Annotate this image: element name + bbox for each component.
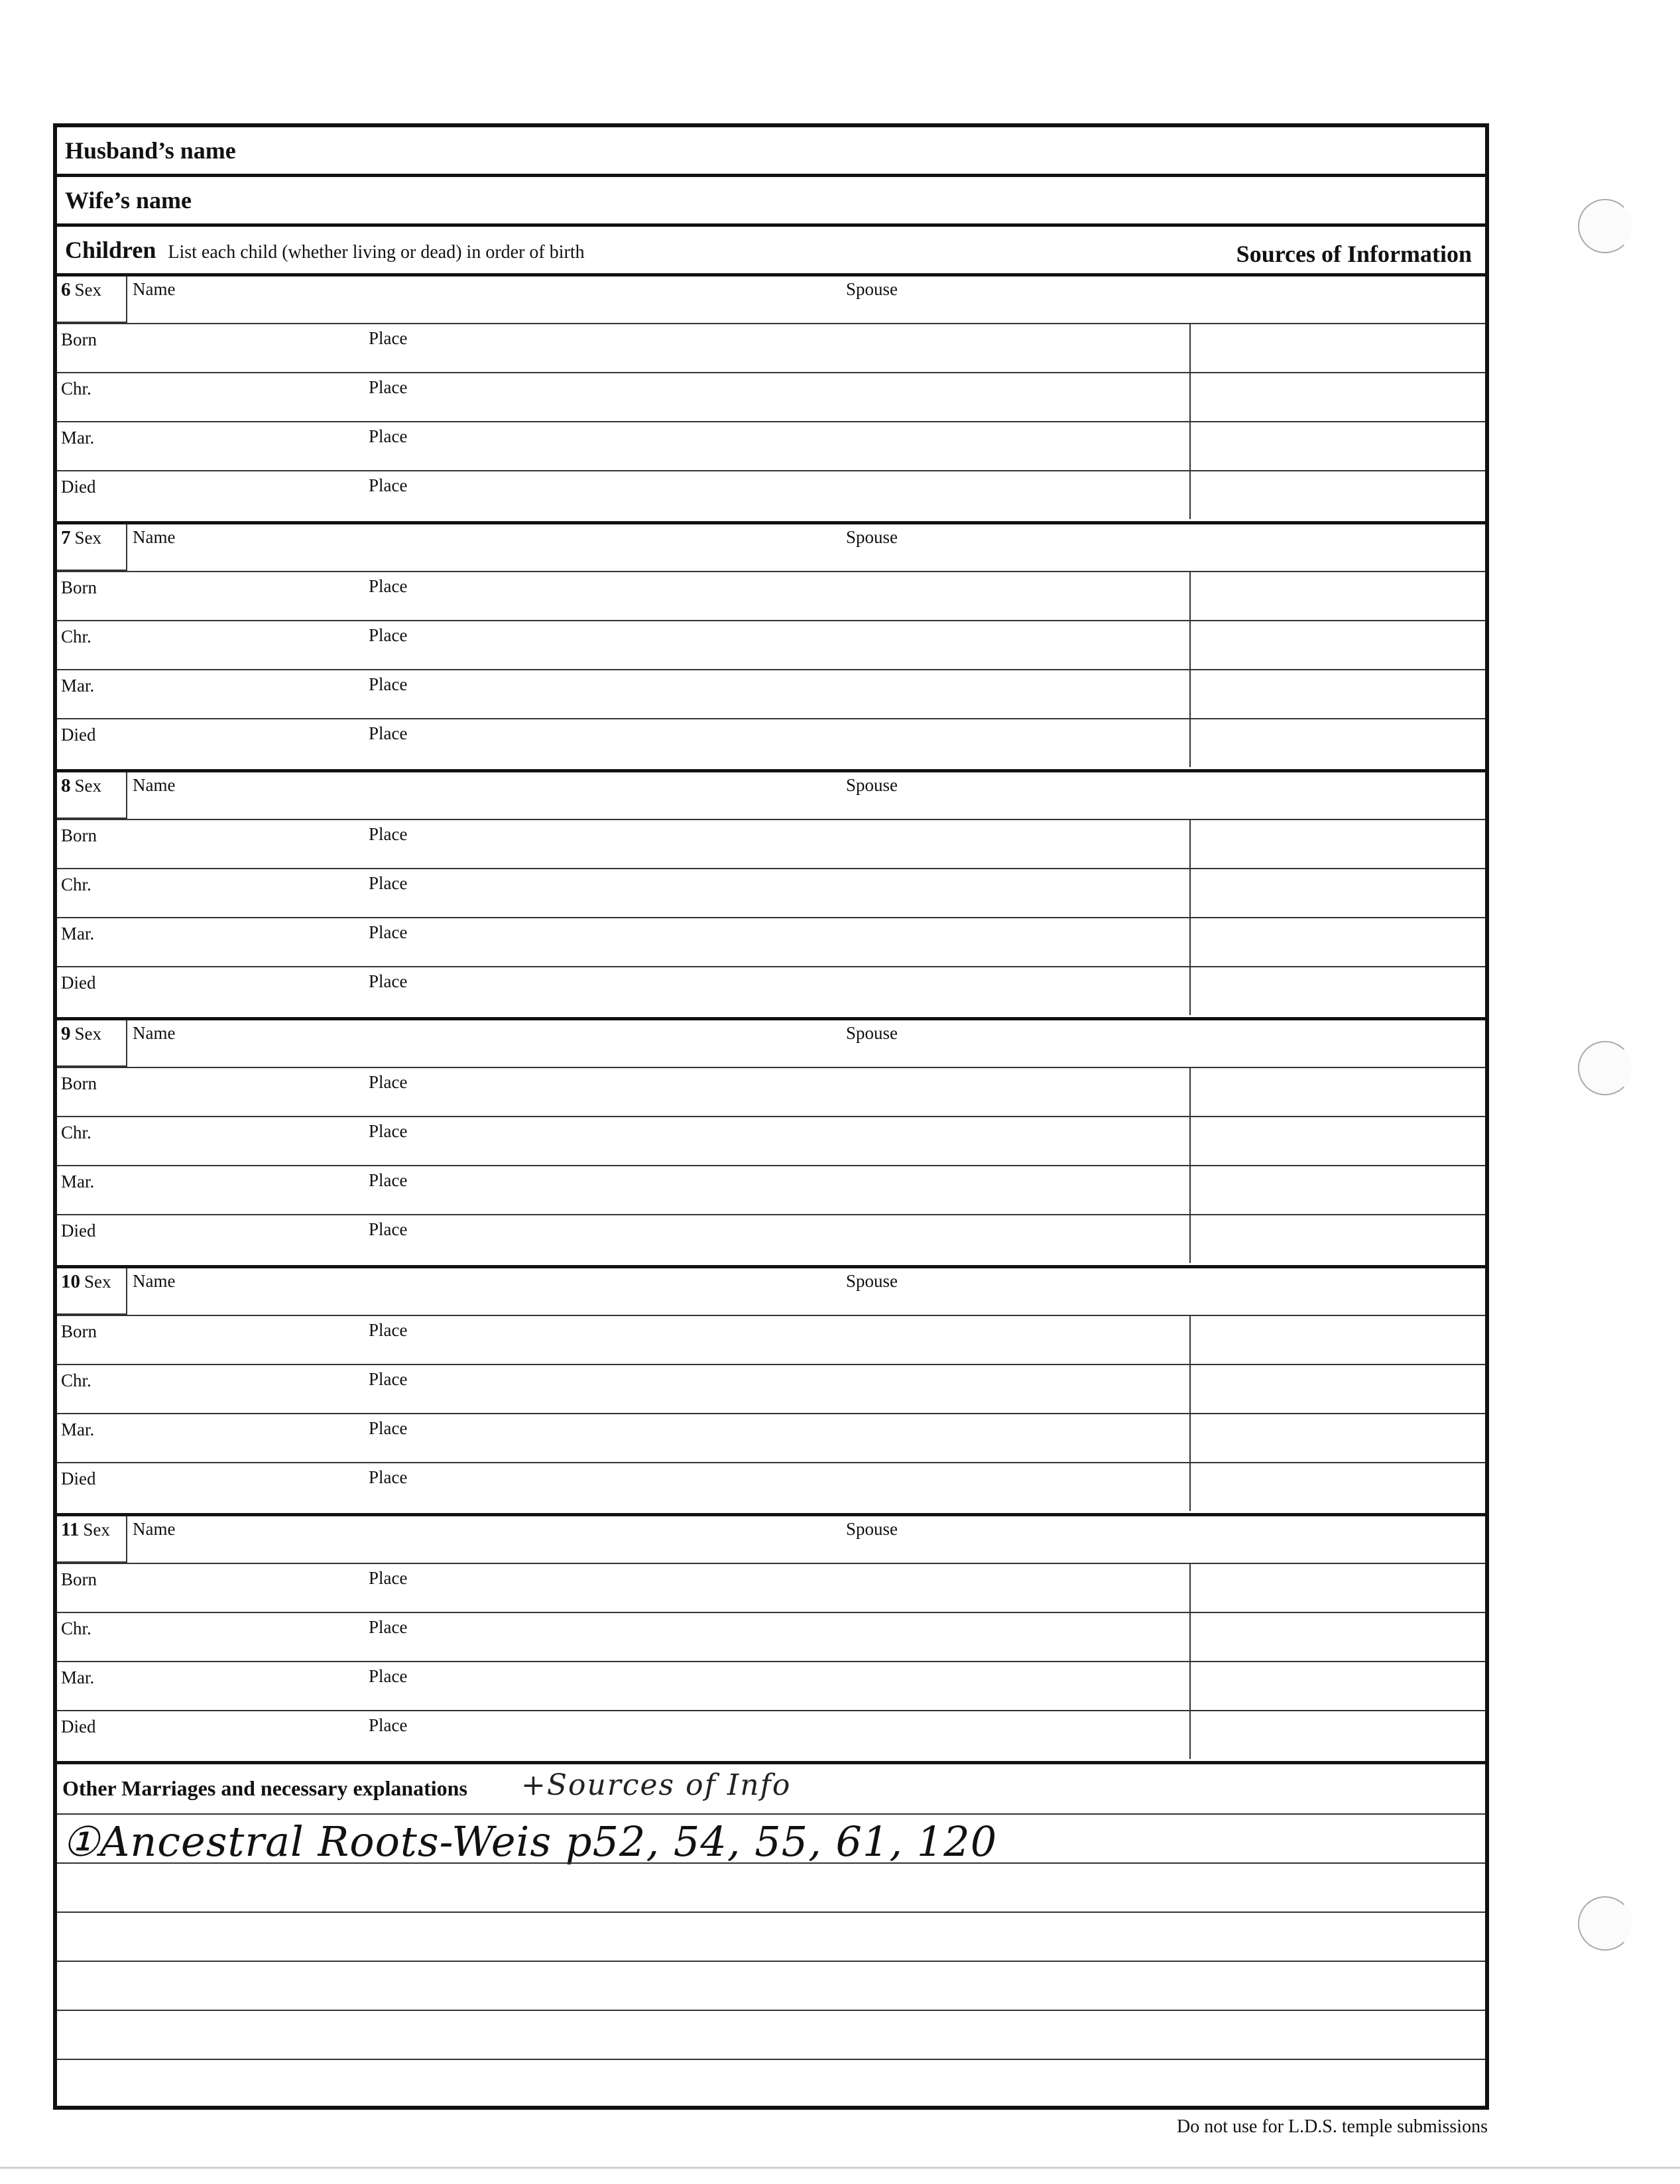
born-row [57,1315,1485,1364]
child-number-sex [57,524,127,571]
sex-label: Sex [74,776,101,796]
christened-label: Chr. [61,627,91,646]
source-cell [1189,422,1191,470]
christened-row [57,372,1485,421]
place-label: Place [369,1715,408,1735]
husband-row [57,127,1485,177]
child-number: 10 [61,1271,80,1292]
died-label: Died [61,725,96,745]
source-cell [1189,1564,1191,1612]
spouse-label: Spouse [846,1519,898,1539]
died-label: Died [61,1221,96,1241]
wife-label: Wife’s name [65,187,192,213]
source-cell [1189,1365,1191,1413]
place-label: Place [369,1072,408,1092]
spouse-label: Spouse [846,1271,898,1291]
child-number: 6 [61,279,71,300]
child-block [57,276,1485,524]
page-edge [0,2167,1680,2169]
married-row [57,1413,1485,1462]
source-cell [1189,1166,1191,1214]
note-line [57,2059,1485,2060]
note-line [57,1911,1485,1913]
child-block [57,772,1485,1020]
born-label: Born [61,1073,97,1093]
place-label: Place [369,625,408,645]
child-number: 8 [61,775,71,796]
place-label: Place [369,1666,408,1686]
source-cell [1189,471,1191,519]
source-cell [1189,820,1191,868]
source-cell [1189,719,1191,767]
child-number-sex [57,772,127,819]
note-line [57,1961,1485,1962]
place-label: Place [369,1320,408,1340]
source-cell [1189,1613,1191,1661]
married-row [57,1661,1485,1710]
christened-row [57,1612,1485,1661]
christened-label: Chr. [61,1618,91,1638]
binder-hole [1578,199,1632,253]
source-cell [1189,373,1191,421]
source-cell [1189,1662,1191,1710]
place-label: Place [369,723,408,743]
source-cell [1189,324,1191,372]
child-number: 9 [61,1023,71,1044]
died-row [57,1462,1485,1511]
died-row [57,470,1485,519]
source-cell [1189,918,1191,966]
place-label: Place [369,1219,408,1239]
christened-label: Chr. [61,1370,91,1390]
child-block [57,1020,1485,1268]
born-row [57,819,1485,868]
source-cell [1189,1068,1191,1116]
place-label: Place [369,377,408,397]
married-label: Mar. [61,676,95,696]
place-label: Place [369,1617,408,1637]
child-name-label: Name [133,775,176,795]
spouse-label: Spouse [846,279,898,299]
child-number-sex [57,1516,127,1563]
source-cell [1189,1414,1191,1462]
christened-label: Chr. [61,1122,91,1142]
place-label: Place [369,873,408,893]
place-label: Place [369,674,408,694]
footer-note: Do not use for L.D.S. temple submissions [1177,2116,1488,2137]
born-row [57,323,1485,372]
place-label: Place [369,922,408,942]
place-label: Place [369,1369,408,1389]
sex-label: Sex [83,1520,110,1540]
children-header-row [57,227,1485,276]
binder-hole [1578,1896,1632,1951]
children-instructions: List each child (whether living or dead) in order of birth [168,242,585,263]
child-name-label: Name [133,527,176,547]
died-row [57,718,1485,767]
married-row [57,669,1485,718]
born-label: Born [61,330,97,349]
source-cell [1189,967,1191,1015]
child-number-sex [57,1020,127,1067]
binder-hole [1578,1041,1632,1095]
handwritten-sources-heading: +Sources of Info [521,1768,792,1802]
place-label: Place [369,824,408,844]
married-label: Mar. [61,924,95,943]
children-section [57,276,1485,1764]
source-cell [1189,1117,1191,1165]
place-label: Place [369,475,408,495]
born-label: Born [61,825,97,845]
child-name-label: Name [133,1271,176,1291]
christened-label: Chr. [61,875,91,894]
place-label: Place [369,1170,408,1190]
christened-label: Chr. [61,379,91,398]
christened-row [57,868,1485,917]
spouse-label: Spouse [846,1023,898,1043]
child-number: 7 [61,527,71,548]
place-label: Place [369,426,408,446]
married-row [57,917,1485,966]
child-name-label: Name [133,1023,176,1043]
source-cell [1189,1711,1191,1759]
child-number-sex [57,1268,127,1315]
source-cell [1189,572,1191,620]
wife-row [57,177,1485,227]
sex-label: Sex [84,1272,111,1292]
born-label: Born [61,577,97,597]
married-label: Mar. [61,428,95,448]
place-label: Place [369,1467,408,1487]
source-cell [1189,621,1191,669]
family-group-record-form [53,123,1489,2110]
sex-label: Sex [74,280,101,300]
other-marriages-title: Other Marriages and necessary explanations [62,1776,467,1800]
note-line [57,2010,1485,2011]
child-block [57,1516,1485,1764]
died-label: Died [61,1717,96,1736]
married-row [57,1165,1485,1214]
source-cell [1189,1215,1191,1263]
source-cell [1189,670,1191,718]
married-label: Mar. [61,1172,95,1191]
children-title: Children [65,237,156,263]
child-block [57,1268,1485,1516]
died-row [57,1214,1485,1263]
born-row [57,571,1485,620]
spouse-label: Spouse [846,775,898,795]
born-label: Born [61,1569,97,1589]
born-label: Born [61,1321,97,1341]
sex-label: Sex [74,528,101,548]
married-row [57,421,1485,470]
died-row [57,1710,1485,1759]
child-name-label: Name [133,1519,176,1539]
handwritten-note: ①Ancestral Roots-Weis p52, 54, 55, 61, 120 [62,1817,998,1866]
place-label: Place [369,1568,408,1588]
died-label: Died [61,477,96,497]
source-cell [1189,1316,1191,1364]
note-line [57,1813,1485,1815]
christened-row [57,1116,1485,1165]
married-label: Mar. [61,1420,95,1439]
place-label: Place [369,1121,408,1141]
born-row [57,1067,1485,1116]
sources-label: Sources of Information [1236,241,1472,267]
place-label: Place [369,328,408,348]
sex-label: Sex [74,1024,101,1044]
place-label: Place [369,1418,408,1438]
married-label: Mar. [61,1668,95,1687]
born-row [57,1563,1485,1612]
place-label: Place [369,576,408,596]
child-number: 11 [61,1519,80,1540]
child-name-label: Name [133,279,176,299]
died-label: Died [61,1469,96,1488]
died-row [57,966,1485,1015]
christened-row [57,620,1485,669]
husband-label: Husband’s name [65,137,236,164]
child-block [57,524,1485,772]
children-label [65,236,585,264]
other-marriages-section [57,1764,1485,2109]
child-number-sex [57,276,127,323]
christened-row [57,1364,1485,1413]
note-line [57,1862,1485,1864]
place-label: Place [369,971,408,991]
spouse-label: Spouse [846,527,898,547]
source-cell [1189,869,1191,917]
died-label: Died [61,973,96,993]
source-cell [1189,1463,1191,1511]
